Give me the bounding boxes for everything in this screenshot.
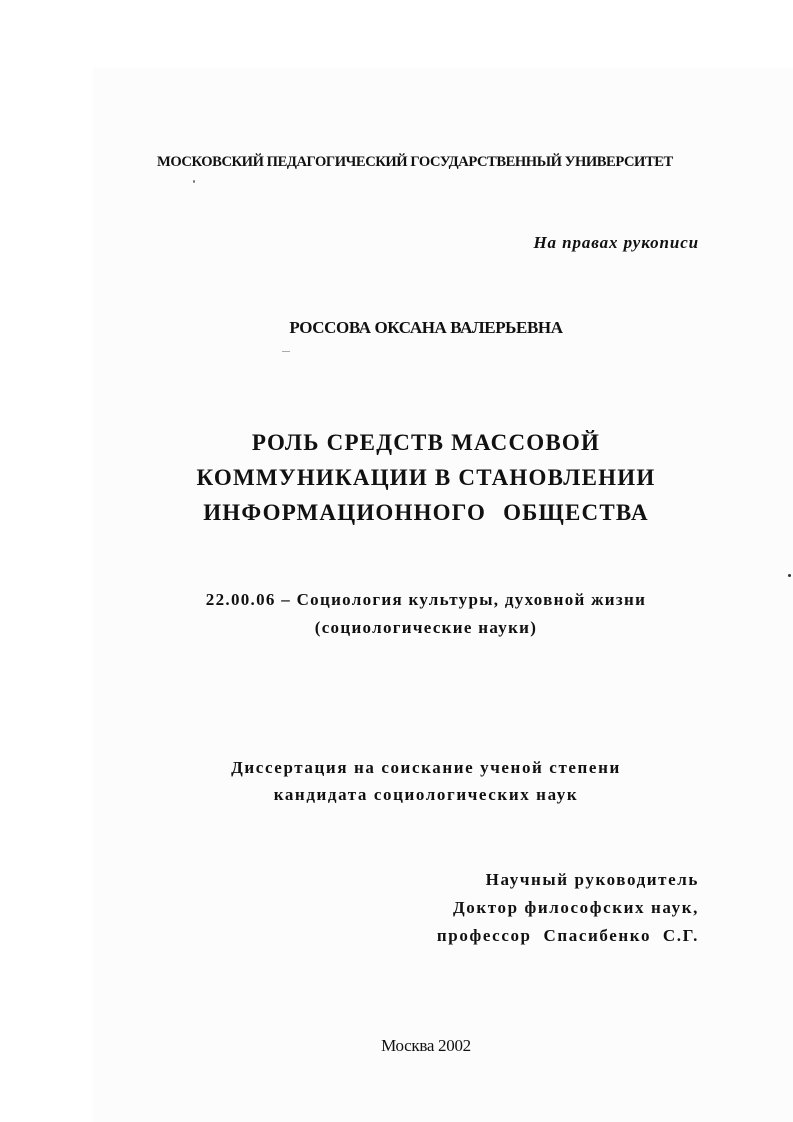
advisor-name: профессор Спасибенко С.Г. [436, 926, 699, 945]
specialty-field-line: (социологические науки) [314, 618, 538, 637]
advisor-label: Научный руководитель [485, 870, 699, 889]
scan-speck [193, 180, 195, 183]
scan-speck [788, 574, 791, 577]
rights-note: На правах рукописи [533, 233, 699, 252]
advisor-degree: Доктор философских наук, [453, 898, 699, 917]
author-name: РОССОВА ОКСАНА ВАЛЕРЬЕВНА [289, 318, 563, 337]
specialty-code-line: 22.00.06 – Социология культуры, духовной жизни [205, 590, 647, 609]
degree-line: Диссертация на соискание ученой степени [231, 758, 621, 777]
title-line: ИНФОРМАЦИОННОГО ОБЩЕСТВА [203, 500, 649, 525]
city-year: Москва 2002 [381, 1036, 471, 1055]
title-line: КОММУНИКАЦИИ В СТАНОВЛЕНИИ [196, 465, 656, 490]
institution-name: МОСКОВСКИЙ ПЕДАГОГИЧЕСКИЙ ГОСУДАРСТВЕННЫЙ УНИВЕРСИТЕТ [157, 154, 673, 170]
scan-speck [282, 351, 290, 352]
title-line: РОЛЬ СРЕДСТВ МАССОВОЙ [251, 430, 601, 455]
degree-line: кандидата социологических наук [273, 785, 579, 804]
